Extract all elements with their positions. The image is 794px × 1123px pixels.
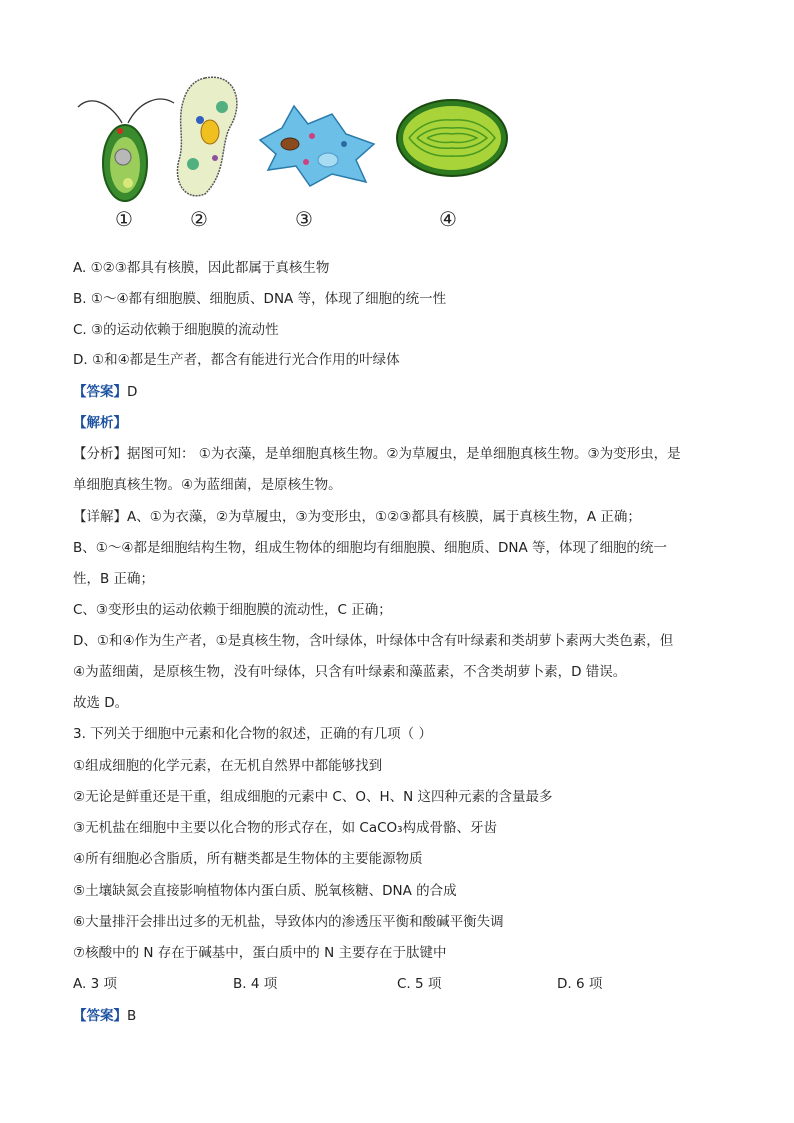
answer-value: D bbox=[127, 384, 138, 400]
q2-option-c: C. ③的运动依赖于细胞膜的流动性 bbox=[73, 322, 279, 338]
q2-option-b: B. ①～④都有细胞膜、细胞质、DNA 等，体现了细胞的统一性 bbox=[73, 291, 447, 307]
q2-line-d2: ④为蓝细菌，是原核生物，没有叶绿体，只含有叶绿素和藻蓝素，不含类胡萝卜素，D 错误。 bbox=[73, 664, 627, 680]
q3-item-6: ⑥大量排汗会排出过多的无机盐，导致体内的渗透压平衡和酸碱平衡失调 bbox=[73, 914, 504, 930]
q2-line-c: C、③变形虫的运动依赖于细胞膜的流动性，C 正确； bbox=[73, 602, 392, 618]
q3-choice-b: B. 4 项 bbox=[233, 976, 278, 992]
q2-line-d1: D、①和④作为生产者，①是真核生物，含叶绿体，叶绿体中含有叶绿素和类胡萝卜素两大类色素，但 bbox=[73, 633, 674, 649]
analysis-label: 【解析】 bbox=[73, 415, 127, 431]
q2-option-d: D. ①和④都是生产者，都含有能进行光合作用的叶绿体 bbox=[73, 352, 400, 368]
q3-choice-d: D. 6 项 bbox=[557, 976, 603, 992]
amoeba-cell bbox=[252, 100, 382, 190]
q2-line-b1: B、①～④都是细胞结构生物，组成生物体的细胞均有细胞膜、细胞质、DNA 等，体现了细胞的统一 bbox=[73, 540, 667, 556]
q3-item-4: ④所有细胞必含脂质，所有糖类都是生物体的主要能源物质 bbox=[73, 851, 423, 867]
figure-label-2: ② bbox=[190, 207, 208, 231]
q2-conclusion: 故选 D。 bbox=[73, 695, 129, 711]
q3-item-7: ⑦核酸中的 N 存在于碱基中，蛋白质中的 N 主要存在于肽键中 bbox=[73, 945, 447, 961]
answer-label: 【答案】 bbox=[73, 384, 127, 400]
q3-answer bbox=[73, 1004, 136, 1024]
paramecium-cell bbox=[165, 72, 250, 202]
q2-answer bbox=[73, 380, 137, 400]
xiangjie-text-1: A、①为衣藻，②为草履虫，③为变形虫，①②③都具有核膜，属于真核生物，A 正确； bbox=[127, 509, 641, 525]
q2-option-a: A. ①②③都具有核膜，因此都属于真核生物 bbox=[73, 260, 330, 276]
q2-fenxi-line-2: 单细胞真核生物。④为蓝细菌，是原核生物。 bbox=[73, 477, 342, 493]
figure-label-1: ① bbox=[115, 207, 133, 231]
q3-choice-a: A. 3 项 bbox=[73, 976, 117, 992]
cyanobacteria-cell bbox=[395, 98, 510, 178]
q2-line-b2: 性，B 正确； bbox=[73, 571, 155, 587]
figure-label-4: ④ bbox=[439, 207, 457, 231]
q3-answer-value: B bbox=[127, 1008, 137, 1024]
q3-choice-c: C. 5 项 bbox=[397, 976, 442, 992]
q2-analysis-heading bbox=[73, 411, 127, 431]
xiangjie-label: 【详解】 bbox=[73, 509, 127, 525]
fenxi-text-1: 据图可知： ①为衣藻，是单细胞真核生物。②为草履虫，是单细胞真核生物。③为变形虫，是 bbox=[127, 446, 681, 462]
q3-item-1: ①组成细胞的化学元素，在无机自然界中都能够找到 bbox=[73, 758, 383, 774]
q2-fenxi-line-1 bbox=[73, 442, 681, 462]
q2-xiangjie-line-1 bbox=[73, 505, 641, 525]
figure-label-3: ③ bbox=[295, 207, 313, 231]
q3-item-2: ②无论是鲜重还是干重，组成细胞的元素中 C、O、H、N 这四种元素的含量最多 bbox=[73, 789, 553, 805]
q3-item-3: ③无机盐在细胞中主要以化合物的形式存在，如 CaCO₃构成骨骼、牙齿 bbox=[73, 820, 498, 836]
q3-answer-label: 【答案】 bbox=[73, 1008, 127, 1024]
q3-item-5: ⑤土壤缺氮会直接影响植物体内蛋白质、脱氧核糖、DNA 的合成 bbox=[73, 883, 457, 899]
fenxi-label: 【分析】 bbox=[73, 446, 127, 462]
q3-stem: 3. 下列关于细胞中元素和化合物的叙述，正确的有几项（ ） bbox=[73, 726, 432, 742]
